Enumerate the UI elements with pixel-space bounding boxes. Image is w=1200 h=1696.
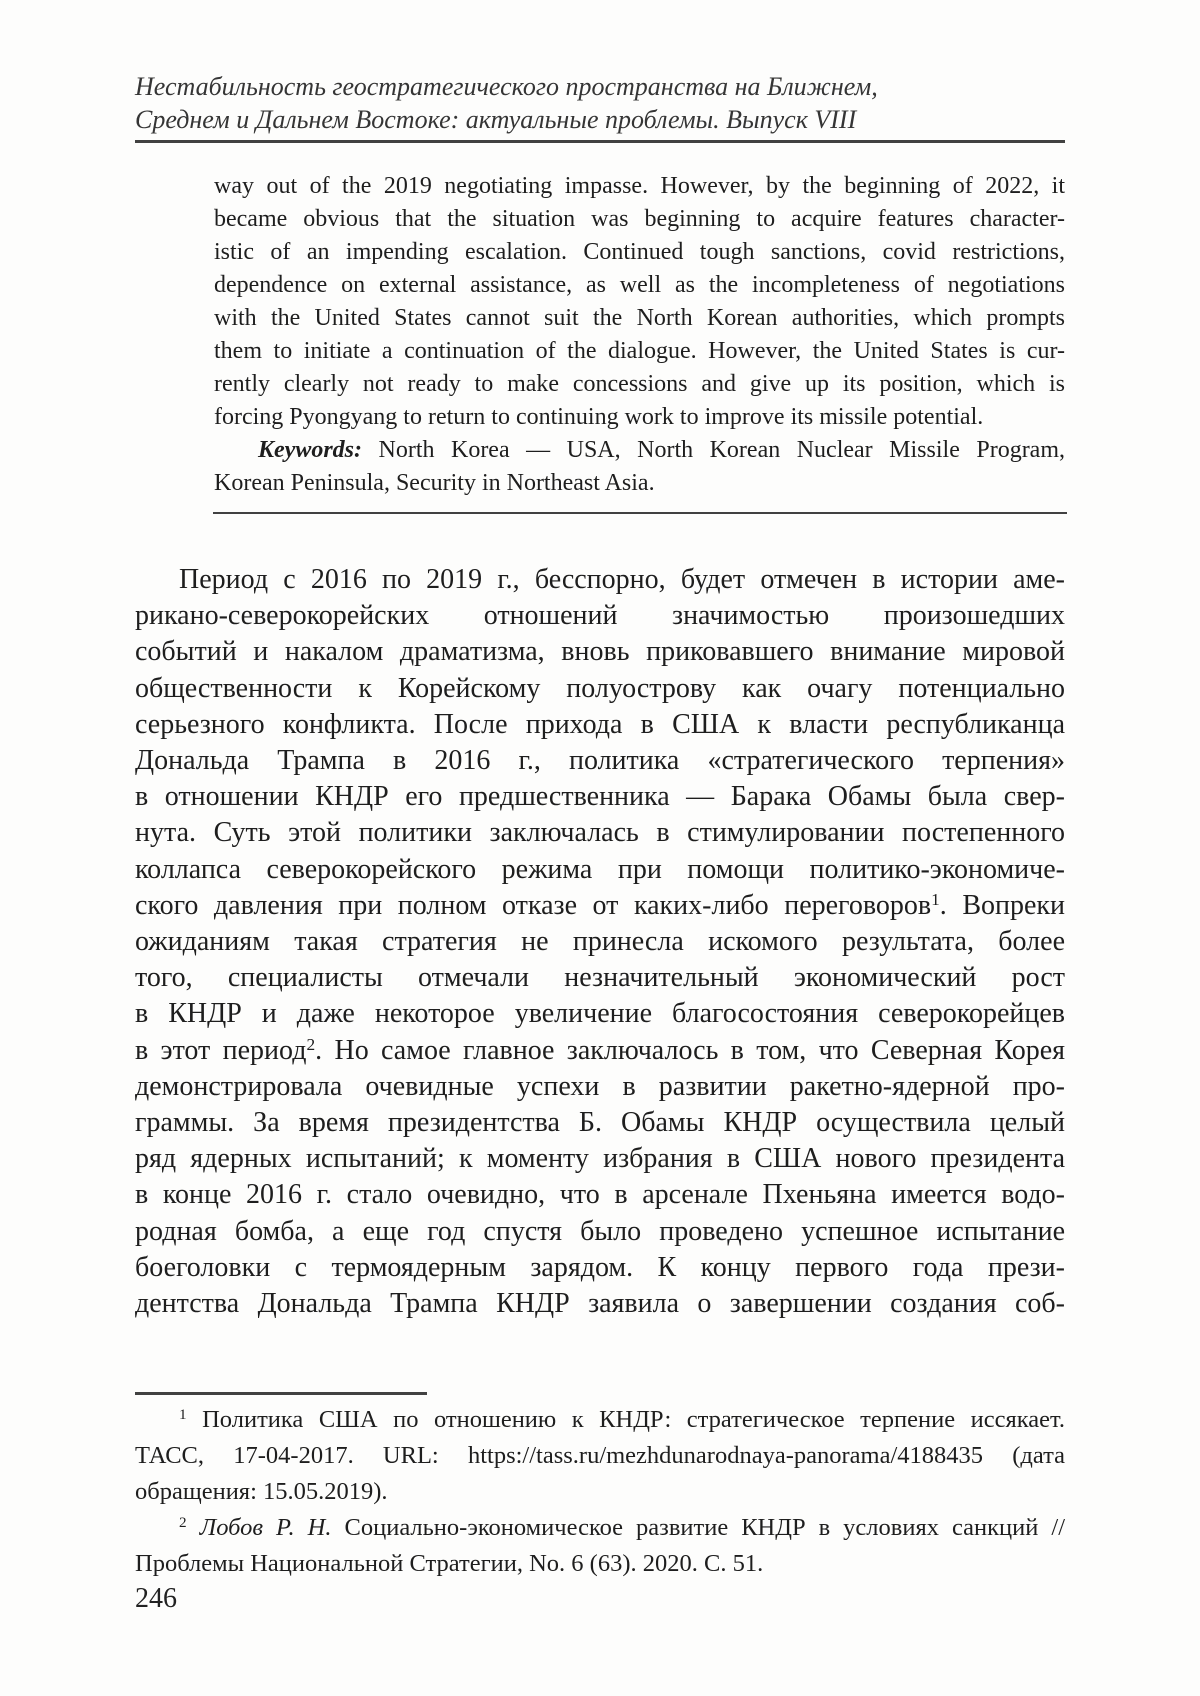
text-line: rently clearly not ready to make concessions and give up its position, which is xyxy=(214,371,1065,397)
text-line: событий и накалом драматизма, вновь приковавшего внимание мировой xyxy=(135,636,1065,668)
text-segment: Keywords: xyxy=(258,437,362,463)
text-line: того, специалисты отмечали незначительный экономический рост xyxy=(135,962,1065,994)
running-header xyxy=(135,70,1065,136)
text-line: рикано-северокорейских отношений значимостью произошедших xyxy=(135,600,1065,632)
abstract-block xyxy=(214,170,1065,500)
text-line: в отношении КНДР его предшественника — Барака Обамы была свер- xyxy=(135,781,1065,813)
text-line: демонстрировала очевидные успехи в развитии ракетно-ядерной про- xyxy=(135,1070,1065,1102)
text-line: istic of an impending escalation. Continued tough sanctions, covid restrictions, xyxy=(214,239,1065,265)
text-line: серьезного конфликта. После прихода в США к власти республиканца xyxy=(135,708,1065,740)
text-line: в конце 2016 г. стало очевидно, что в арсенале Пхеньяна имеется водо- xyxy=(135,1179,1065,1211)
text-line: в КНДР и даже некоторое увеличение благосостояния северокорейцев xyxy=(135,998,1065,1030)
text-line: боеголовки с термоядерным зарядом. К концу первого года прези- xyxy=(135,1251,1065,1283)
text-line: became obvious that the situation was beginning to acquire features character- xyxy=(214,206,1065,232)
text-line xyxy=(135,1402,1065,1438)
text-line: with the United States cannot suit the North Korean authorities, which prompts xyxy=(214,305,1065,331)
footnote-marker: 2 xyxy=(179,1514,187,1532)
text-segment: ского давления при полном отказе от каких-либо переговоров xyxy=(135,889,932,921)
text-line: way out of the 2019 negotiating impasse. However, by the beginning of 2022, it xyxy=(214,173,1065,199)
body-paragraph xyxy=(135,562,1065,1322)
text-line: Korean Peninsula, Security in Northeast Asia. xyxy=(214,470,655,496)
text-line xyxy=(135,888,1065,924)
page-number: 246 xyxy=(135,1583,177,1614)
text-segment: . Вопреки xyxy=(939,889,1065,921)
text-segment: в этот период xyxy=(135,1034,307,1066)
text-line: ТАСС, 17-04-2017. URL: https://tass.ru/mezhdunarodnaya-panorama/4188435 (дата xyxy=(135,1442,1065,1469)
text-line xyxy=(135,1510,1065,1546)
header-rule xyxy=(135,140,1065,143)
text-segment: Социально-экономическое развитие КНДР в условиях санкций // xyxy=(331,1514,1065,1541)
text-line: нута. Суть этой политики заключалась в стимулировании постепенного xyxy=(135,817,1065,849)
running-header-line-2: Среднем и Дальнем Востоке: актуальные проблемы. Выпуск VIII xyxy=(135,105,857,134)
text-line: forcing Pyongyang to return to continuing work to improve its missile potential. xyxy=(214,404,984,430)
text-segment: North Korea — USA, North Korean Nuclear Missile Program, xyxy=(362,437,1065,463)
footnote-marker: 1 xyxy=(931,890,940,910)
text-line: ожиданиям такая стратегия не принесла искомого результата, более xyxy=(135,926,1065,958)
text-line: общественности к Корейскому полуострову как очагу потенциально xyxy=(135,672,1065,704)
text-line: ряд ядерных испытаний; к моменту избрания в США нового президента xyxy=(135,1143,1065,1175)
text-line: родная бомба, а еще год спустя было проведено успешное испытание xyxy=(135,1215,1065,1247)
text-line xyxy=(214,434,1065,467)
footnote-marker: 1 xyxy=(179,1406,187,1424)
text-segment xyxy=(187,1514,200,1541)
text-segment: Политика США по отношению к КНДР: стратегическое терпение иссякает. xyxy=(186,1406,1065,1433)
text-segment: Лобов Р. Н. xyxy=(199,1514,332,1541)
text-line: Период с 2016 по 2019 г., бесспорно, будет отмечен в истории аме- xyxy=(179,564,1065,595)
text-line: граммы. За время президентства Б. Обамы КНДР осуществила целый xyxy=(135,1107,1065,1139)
footnote-separator-rule xyxy=(135,1392,427,1395)
text-segment: . Но самое главное заключалось в том, что Северная Корея xyxy=(315,1034,1065,1066)
text-line: them to initiate a continuation of the dialogue. However, the United States is cur- xyxy=(214,338,1065,364)
text-line: дентства Дональда Трампа КНДР заявила о завершении создания соб- xyxy=(135,1288,1065,1320)
running-header-line-1: Нестабильность геостратегического пространства на Ближнем, xyxy=(135,72,878,101)
footnote-marker: 2 xyxy=(306,1034,316,1054)
abstract-divider-rule xyxy=(213,512,1067,514)
text-line xyxy=(135,1033,1065,1069)
text-line: коллапса северокорейского режима при помощи политико-экономиче- xyxy=(135,853,1065,885)
text-line: Проблемы Национальной Стратегии, No. 6 (63). 2020. С. 51. xyxy=(135,1550,764,1577)
text-line: обращения: 15.05.2019). xyxy=(135,1478,388,1505)
text-line: dependence on external assistance, as well as the incompleteness of negotiations xyxy=(214,272,1065,298)
text-line: Дональда Трампа в 2016 г., политика «стратегического терпения» xyxy=(135,745,1065,777)
footnotes-block xyxy=(135,1402,1065,1582)
